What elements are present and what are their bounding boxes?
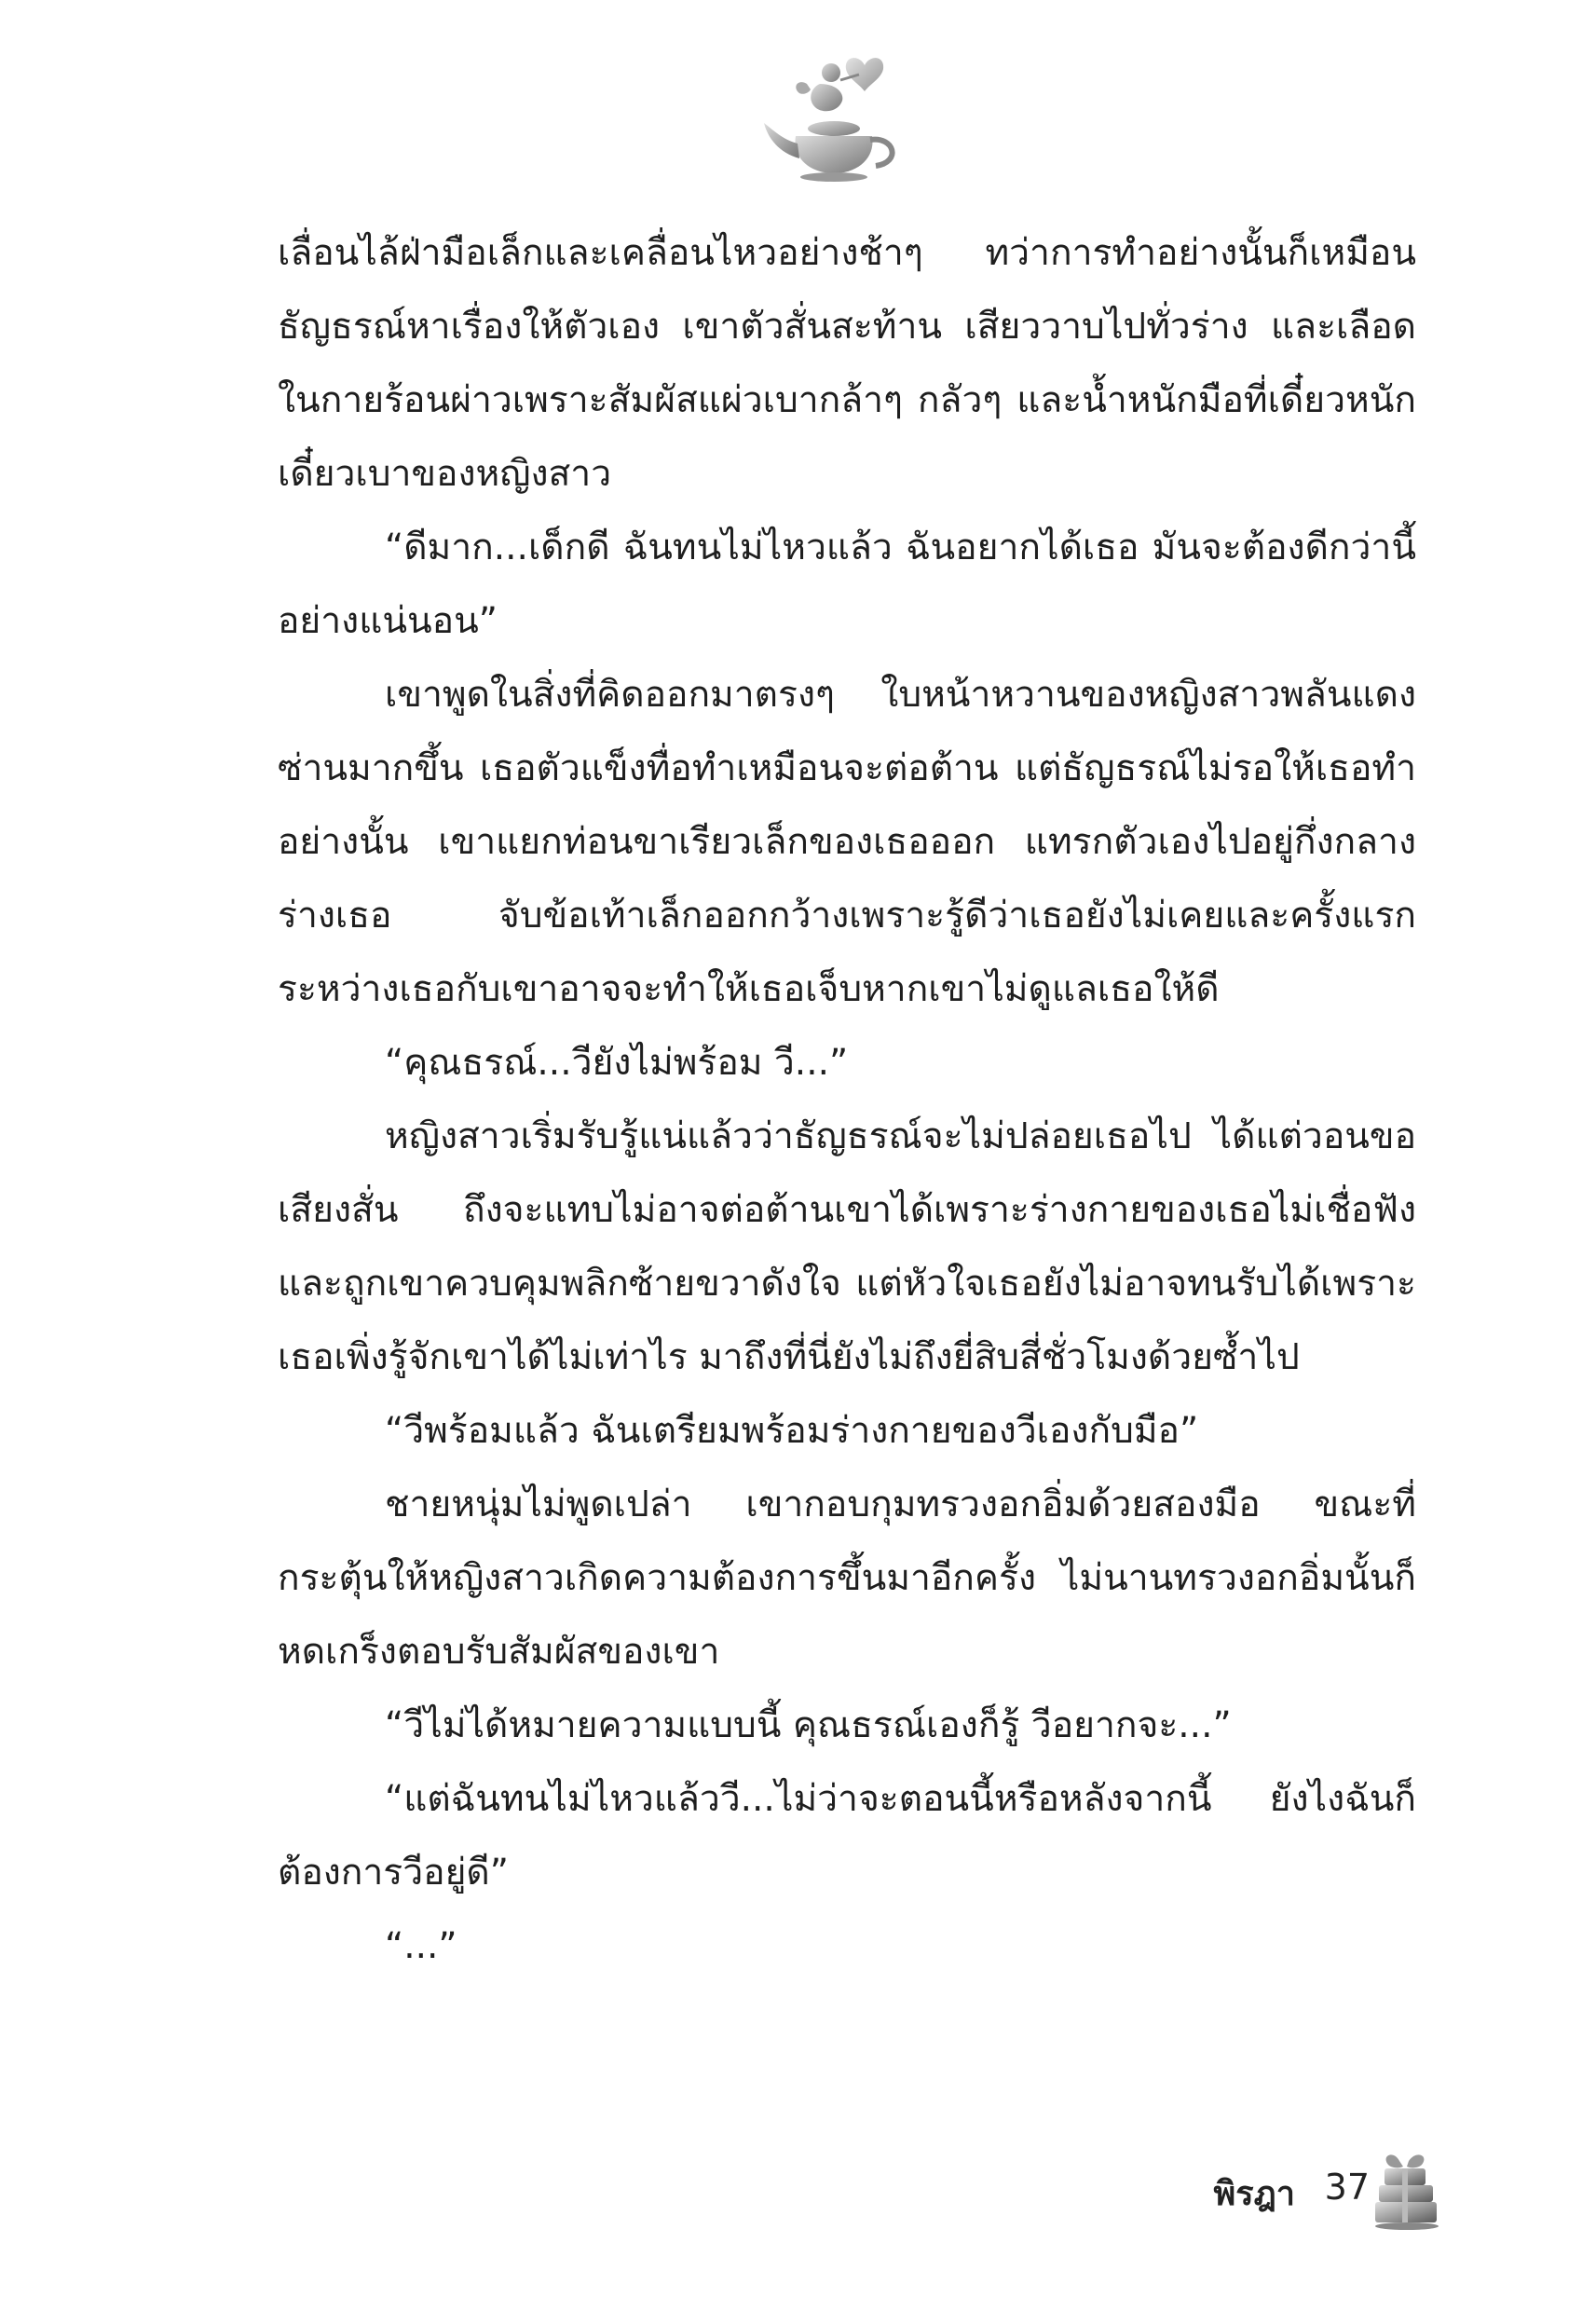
paragraph-9: “แต่ฉันทนไม่ไหวแล้ววี...ไม่ว่าจะตอนนี้หรือหลังจากนี้ ยังไงฉันก็ต้องการวีอยู่ดี” xyxy=(278,1778,1416,1894)
paragraph-8: “วีไม่ได้หมายความแบบนี้ คุณธรณ์เองก็รู้ วีอยากจะ...” xyxy=(385,1704,1232,1746)
cupid-teapot-ornament-icon xyxy=(755,47,913,186)
paragraph-4: “คุณธรณ์...วียังไม่พร้อม วี...” xyxy=(385,1042,849,1084)
page-footer xyxy=(1137,2148,1416,2232)
paragraph-6: “วีพร้อมแล้ว ฉันเตรียมพร้อมร่างกายของวีเองกับมือ” xyxy=(385,1410,1199,1452)
running-title: พิรฎา xyxy=(1213,2175,1295,2213)
paragraph-2: “ดีมาก...เด็กดี ฉันทนไม่ไหวแล้ว ฉันอยากได้เธอ มันจะต้องดีกว่านี้อย่างแน่นอน” xyxy=(278,526,1416,642)
body-text xyxy=(278,216,1416,1983)
paragraph-10: “...” xyxy=(385,1925,457,1967)
page-number: 37 xyxy=(1324,2167,1370,2208)
gift-stack-ornament-icon xyxy=(1371,2148,1441,2232)
paragraph-5: หญิงสาวเริ่มรับรู้แน่แล้วว่าธัญธรณ์จะไม่ปล่อยเธอไป ได้แต่วอนขอเสียงสั่น ถึงจะแทบไม่อาจต่อต้านเขาได้เพราะร่างกายของเธอไม่เชื่อฟังและถูกเขาควบคุมพลิกซ้ายขวาดังใจ แต่หัวใจเธอยังไม่อาจทนรับได้เพราะเธอเพิ่งรู้จักเขาได้ไม่เท่าไร มาถึงที่นี่ยังไม่ถึงยี่สิบสี่ชั่วโมงด้วยซ้ำไป xyxy=(278,1115,1416,1378)
paragraph-7: ชายหนุ่มไม่พูดเปล่า เขากอบกุมทรวงอกอิ่มด้วยสองมือ ขณะที่กระตุ้นให้หญิงสาวเกิดความต้องการขึ้นมาอีกครั้ง ไม่นานทรวงอกอิ่มนั้นก็หดเกร็งตอบรับสัมผัสของเขา xyxy=(278,1484,1416,1673)
paragraph-3: เขาพูดในสิ่งที่คิดออกมาตรงๆ ใบหน้าหวานของหญิงสาวพลันแดงซ่านมากขึ้น เธอตัวแข็งทื่อทำเหมือนจะต่อต้าน แต่ธัญธรณ์ไม่รอให้เธอทำอย่างนั้น เขาแยกท่อนขาเรียวเล็กของเธอออก แทรกตัวเองไปอยู่กึ่งกลางร่างเธอ จับข้อเท้าเล็กออกกว้างเพราะรู้ดีว่าเธอยังไม่เคยและครั้งแรกระหว่างเธอกับเขาอาจจะทำให้เธอเจ็บหากเขาไม่ดูแลเธอให้ดี xyxy=(278,674,1416,1010)
paragraph-1: เลื่อนไล้ฝ่ามือเล็กและเคลื่อนไหวอย่างช้าๆ ทว่าการทำอย่างนั้นก็เหมือนธัญธรณ์หาเรื่องให้ตัวเอง เขาตัวสั่นสะท้าน เสียววาบไปทั่วร่าง และเลือดในกายร้อนผ่าวเพราะสัมผัสแผ่วเบากล้าๆ กลัวๆ และน้ำหนักมือที่เดี๋ยวหนักเดี๋ยวเบาของหญิงสาว xyxy=(278,232,1416,495)
